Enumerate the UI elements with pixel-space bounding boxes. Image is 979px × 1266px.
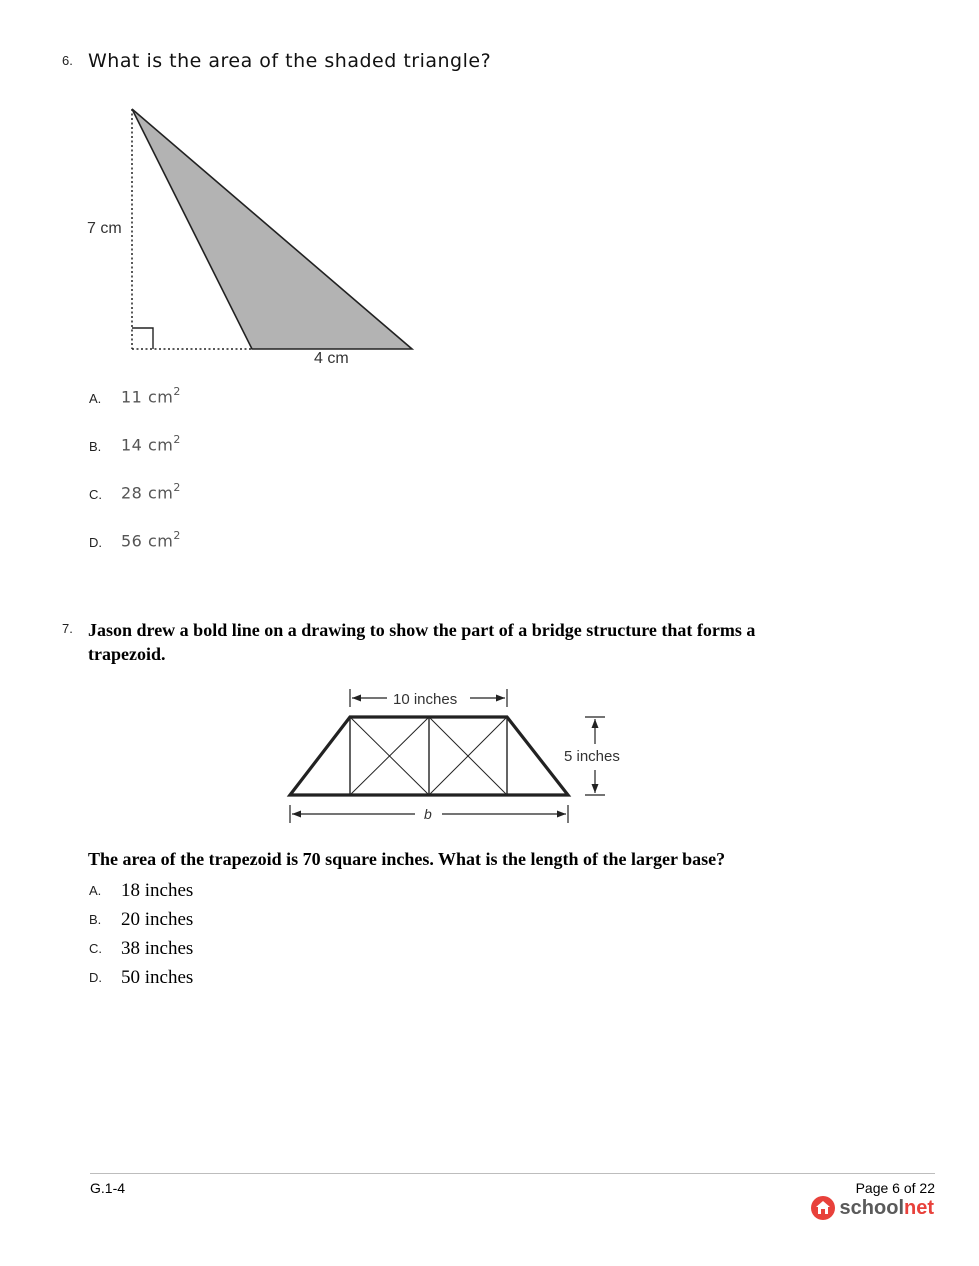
top-dim-right-arrowhead: [496, 695, 505, 702]
q7-choice-d-letter: D.: [89, 970, 102, 985]
footer-code: G.1-4: [90, 1180, 126, 1196]
q6-choice-b[interactable]: 14 $cm^2$: [121, 433, 181, 455]
q7-choice-d[interactable]: 50 inches: [121, 967, 194, 988]
question-7-prompt-line1: Jason drew a bold line on a drawing to show the part of a bridge structure that forms a: [88, 620, 756, 640]
q7-choice-b-letter: B.: [89, 912, 102, 927]
bottom-dim-right-arrowhead: [557, 811, 566, 818]
larger-base-label: b: [424, 806, 432, 822]
question-7-question: The area of the trapezoid is 70 square inches. What is the length of the larger base?: [88, 849, 726, 869]
q6-choice-a[interactable]: 11 $cm^2$: [121, 385, 181, 407]
q6-choice-d-letter: D.: [89, 535, 102, 550]
shaded-triangle: [132, 109, 412, 349]
question-7-prompt-line2: trapezoid.: [88, 644, 166, 664]
right-angle-marker: [132, 328, 153, 349]
height-dim-up-arrowhead: [592, 719, 599, 728]
house-icon: [810, 1195, 836, 1221]
schoolnet-logo: [810, 1195, 934, 1221]
q6-choice-d[interactable]: 56 $cm^2$: [121, 529, 181, 551]
q7-choice-c-letter: C.: [89, 941, 102, 956]
q6-choice-a-letter: A.: [89, 391, 102, 406]
base-label: 4 cm: [314, 350, 349, 367]
top-dim-left-arrowhead: [352, 695, 361, 702]
q6-choice-b-letter: B.: [89, 439, 102, 454]
logo-text-school: school: [839, 1196, 904, 1219]
q6-choice-c-letter: C.: [89, 487, 102, 502]
bottom-dim-left-arrowhead: [292, 811, 301, 818]
triangle-figure: [80, 100, 425, 370]
question-7-number: 7.: [62, 621, 73, 636]
bridge-figure: [280, 682, 640, 832]
q7-choice-b[interactable]: 20 inches: [121, 909, 194, 930]
q7-choice-a-letter: A.: [89, 883, 102, 898]
top-base-label: 10 inches: [393, 691, 458, 708]
footer-divider: [90, 1173, 935, 1174]
logo-text-net: net: [904, 1196, 934, 1219]
height-label: 7 cm: [87, 220, 122, 237]
question-6-prompt: What is the area of the shaded triangle?: [88, 50, 492, 72]
q6-choice-c[interactable]: 28 $cm^2$: [121, 481, 181, 503]
height-label: 5 inches: [564, 748, 620, 765]
question-6-number: 6.: [62, 53, 73, 68]
height-dim-down-arrowhead: [592, 784, 599, 793]
footer-page-number: Page 6 of 22: [855, 1180, 935, 1196]
q7-choice-c[interactable]: 38 inches: [121, 938, 194, 959]
q7-choice-a[interactable]: 18 inches: [121, 880, 194, 901]
